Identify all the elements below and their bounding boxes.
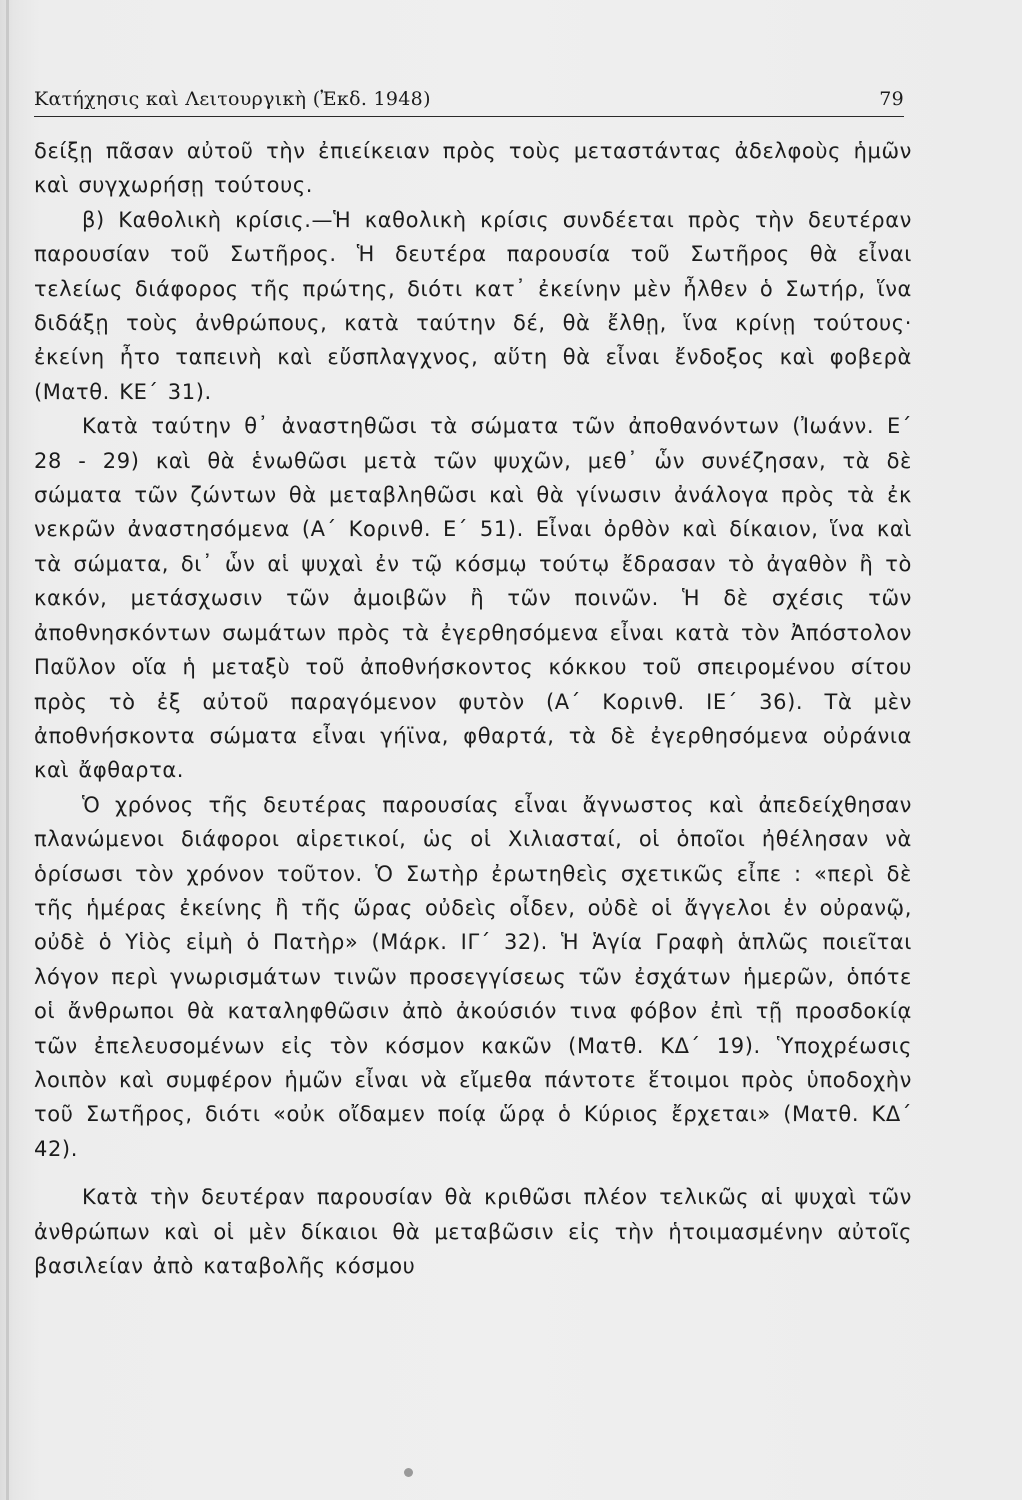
paragraph-5: Κατὰ τὴν δευτέραν παρουσίαν θὰ κριθῶσι πλέον τελικῶς αἱ ψυχαὶ τῶν ἀνθρώπων καὶ οἱ μὲν δίκαιοι θὰ μεταβῶσιν εἰς τὴν ἡτοιμασμένην αὐτοῖς βασιλείαν ἀπὸ καταβολῆς κόσμου bbox=[34, 1185, 912, 1278]
page-number: 79 bbox=[879, 88, 904, 110]
paragraph-4: Ὁ χρόνος τῆς δευτέρας παρουσίας εἶναι ἄγνωστος καὶ ἀπεδείχθησαν πλανώμενοι διάφοροι αἱρετικοί, ὡς οἱ Χιλιασταί, οἱ ὁποῖοι ἠθέλησαν νὰ ὁρίσωσι τὸν χρόνον τοῦτον. Ὁ Σωτὴρ ἐρωτηθεὶς σχετικῶς εἶπε : «περὶ δὲ τῆς ἡμέρας ἐκείνης ἢ τῆς ὥρας οὐδεὶς οἶδεν, οὐδὲ οἱ ἄγγελοι ἐν οὐρανῷ, οὐδὲ ὁ Υἱὸς εἰμὴ ὁ Πατὴρ» (Μάρκ. ΙΓ΄ 32). Ἡ Ἁγία Γραφὴ ἁπλῶς ποιεῖται λόγον περὶ γνωρισμάτων τινῶν προσεγγίσεως τῶν ἐσχάτων ἡμερῶν, ὁπότε οἱ ἄνθρωποι θὰ καταληφθῶσιν ἀπὸ ἀκούσιόν τινα φόβον ἐπὶ τῇ προσδοκίᾳ τῶν ἐπελευσομένων εἰς τὸν κόσμον κακῶν (Ματθ. ΚΔ΄ 19). Ὑποχρέωσις λοιπὸν καὶ συμφέρον ἡμῶν εἶναι νὰ εἴμεθα πάντοτε ἕτοιμοι πρὸς ὑποδοχὴν τοῦ Σωτῆρος, διότι «οὐκ οἴδαμεν ποίᾳ ὥρᾳ ὁ Κύριος ἔρχεται» (Ματθ. ΚΔ΄ 42). bbox=[34, 792, 912, 1161]
header-title: Κατήχησις καὶ Λειτουργικὴ (Ἐκδ. 1948) bbox=[34, 88, 431, 110]
paragraph-2: β) Καθολικὴ κρίσις.—Ἡ καθολικὴ κρίσις συνδέεται πρὸς τὴν δευτέραν παρουσίαν τοῦ Σωτῆρος. Ἡ δευτέρα παρουσία τοῦ Σωτῆρος θὰ εἶναι τελείως διάφορος τῆς πρώτης, διότι κατ᾽ ἐκείνην μὲν ἦλθεν ὁ Σωτήρ, ἵνα διδάξῃ τοὺς ἀνθρώπους, κατὰ ταύτην δέ, θὰ ἔλθῃ, ἵνα κρίνῃ τούτους· ἐκείνη ἦτο ταπεινὴ καὶ εὔσπλαγχνος, αὕτη θὰ εἶναι ἔνδοξος καὶ φοβερὰ (Ματθ. ΚΕ΄ 31). bbox=[34, 207, 912, 404]
page-spine-shadow bbox=[6, 0, 9, 1500]
print-speck bbox=[404, 1468, 413, 1477]
paragraph-1: δείξῃ πᾶσαν αὐτοῦ τὴν ἐπιείκειαν πρὸς τοὺς μεταστάντας ἀδελφοὺς ἡμῶν καὶ συγχωρήσῃ τούτους. bbox=[34, 139, 912, 198]
running-header bbox=[34, 88, 904, 117]
paragraph-3: Κατὰ ταύτην θ᾽ ἀναστηθῶσι τὰ σώματα τῶν ἀποθανόντων (Ἰωάνν. Ε΄ 28 - 29) καὶ θὰ ἑνωθῶσι μετὰ τῶν ψυχῶν, μεθ᾽ ὧν συνέζησαν, τὰ δὲ σώματα τῶν ζώντων θὰ μεταβληθῶσι καὶ θὰ γίνωσιν ἀνάλογα πρὸς τὰ ἐκ νεκρῶν ἀναστησόμενα (Α΄ Κορινθ. Ε΄ 51). Εἶναι ὀρθὸν καὶ δίκαιον, ἵνα καὶ τὰ σώματα, δι᾽ ὧν αἱ ψυχαὶ ἐν τῷ κόσμῳ τούτῳ ἔδρασαν τὸ ἀγαθὸν ἢ τὸ κακόν, μετάσχωσιν τῶν ἀμοιβῶν ἢ τῶν ποινῶν. Ἡ δὲ σχέσις τῶν ἀποθνησκόντων σωμάτων πρὸς τὰ ἐγερθησόμενα εἶναι κατὰ τὸν Ἀπόστολον Παῦλον οἵα ἡ μεταξὺ τοῦ ἀποθνήσκοντος κόκκου τοῦ σπειρομένου σίτου πρὸς τὸ ἐξ αὐτοῦ παραγόμενον φυτὸν (Α΄ Κορινθ. ΙΕ΄ 36). Τὰ μὲν ἀποθνήσκοντα σώματα εἶναι γήϊνα, φθαρτά, τὰ δὲ ἐγερθησόμενα οὐράνια καὶ ἄφθαρτα. bbox=[34, 414, 912, 783]
body-text bbox=[34, 134, 912, 1283]
